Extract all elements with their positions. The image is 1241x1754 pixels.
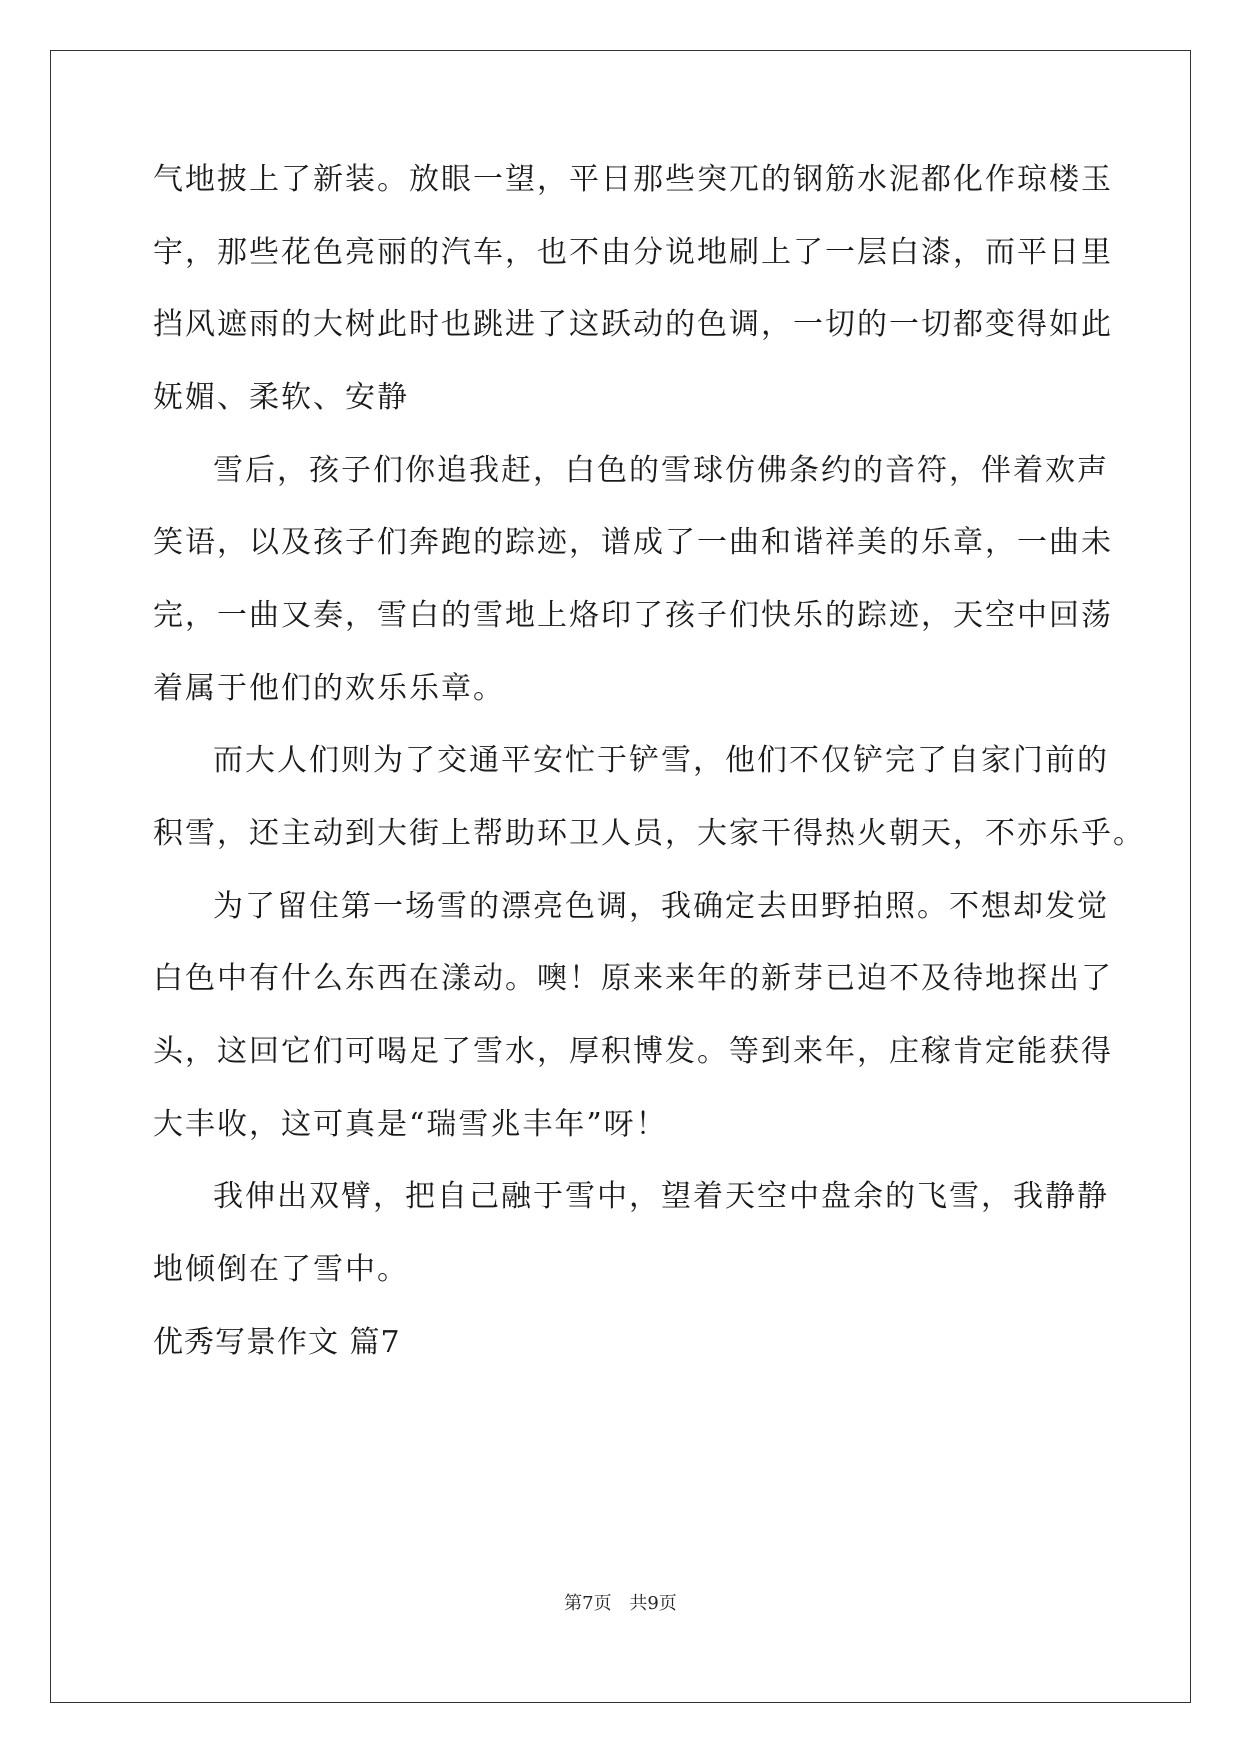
section-heading: 优秀写景作文 篇7 [153, 1325, 401, 1360]
page-border [50, 50, 1191, 1703]
text-line: 雪后，孩子们你追我赶，白色的雪球仿佛条约的音符，伴着欢声 [213, 453, 1109, 488]
text-line: 头，这回它们可喝足了雪水，厚积博发。等到来年，庄稼肯定能获得 [153, 1034, 1113, 1069]
text-line: 笑语，以及孩子们奔跑的踪迹，谱成了一曲和谐祥美的乐章，一曲未 [153, 525, 1113, 560]
text-line: 气地披上了新装。放眼一望，平日那些突兀的钢筋水泥都化作琼楼玉 [153, 162, 1113, 197]
page-number-total: 共9页 [629, 1593, 677, 1614]
text-line: 而大人们则为了交通平安忙于铲雪，他们不仅铲完了自家门前的 [213, 743, 1109, 778]
text-line: 完，一曲又奏，雪白的雪地上烙印了孩子们快乐的踪迹，天空中回荡 [153, 598, 1113, 633]
text-line: 白色中有什么东西在漾动。噢！原来来年的新芽已迫不及待地探出了 [153, 961, 1113, 996]
text-line: 地倾倒在了雪中。 [153, 1252, 409, 1287]
text-line: 妩媚、柔软、安静 [153, 380, 409, 415]
page-number-current: 第7页 [564, 1593, 612, 1614]
page-footer [0, 1592, 1241, 1616]
text-line: 为了留住第一场雪的漂亮色调，我确定去田野拍照。不想却发觉 [213, 889, 1109, 924]
text-line: 积雪，还主动到大街上帮助环卫人员，大家干得热火朝天，不亦乐乎。 [153, 816, 1145, 851]
text-line: 着属于他们的欢乐乐章。 [153, 671, 505, 706]
text-line: 挡风遮雨的大树此时也跳进了这跃动的色调，一切的一切都变得如此 [153, 307, 1113, 342]
text-line: 大丰收，这可真是“瑞雪兆丰年”呀！ [153, 1107, 668, 1142]
text-line: 我伸出双臂，把自己融于雪中，望着天空中盘余的飞雪，我静静 [213, 1179, 1109, 1214]
text-line: 宇，那些花色亮丽的汽车，也不由分说地刷上了一层白漆，而平日里 [153, 235, 1113, 270]
